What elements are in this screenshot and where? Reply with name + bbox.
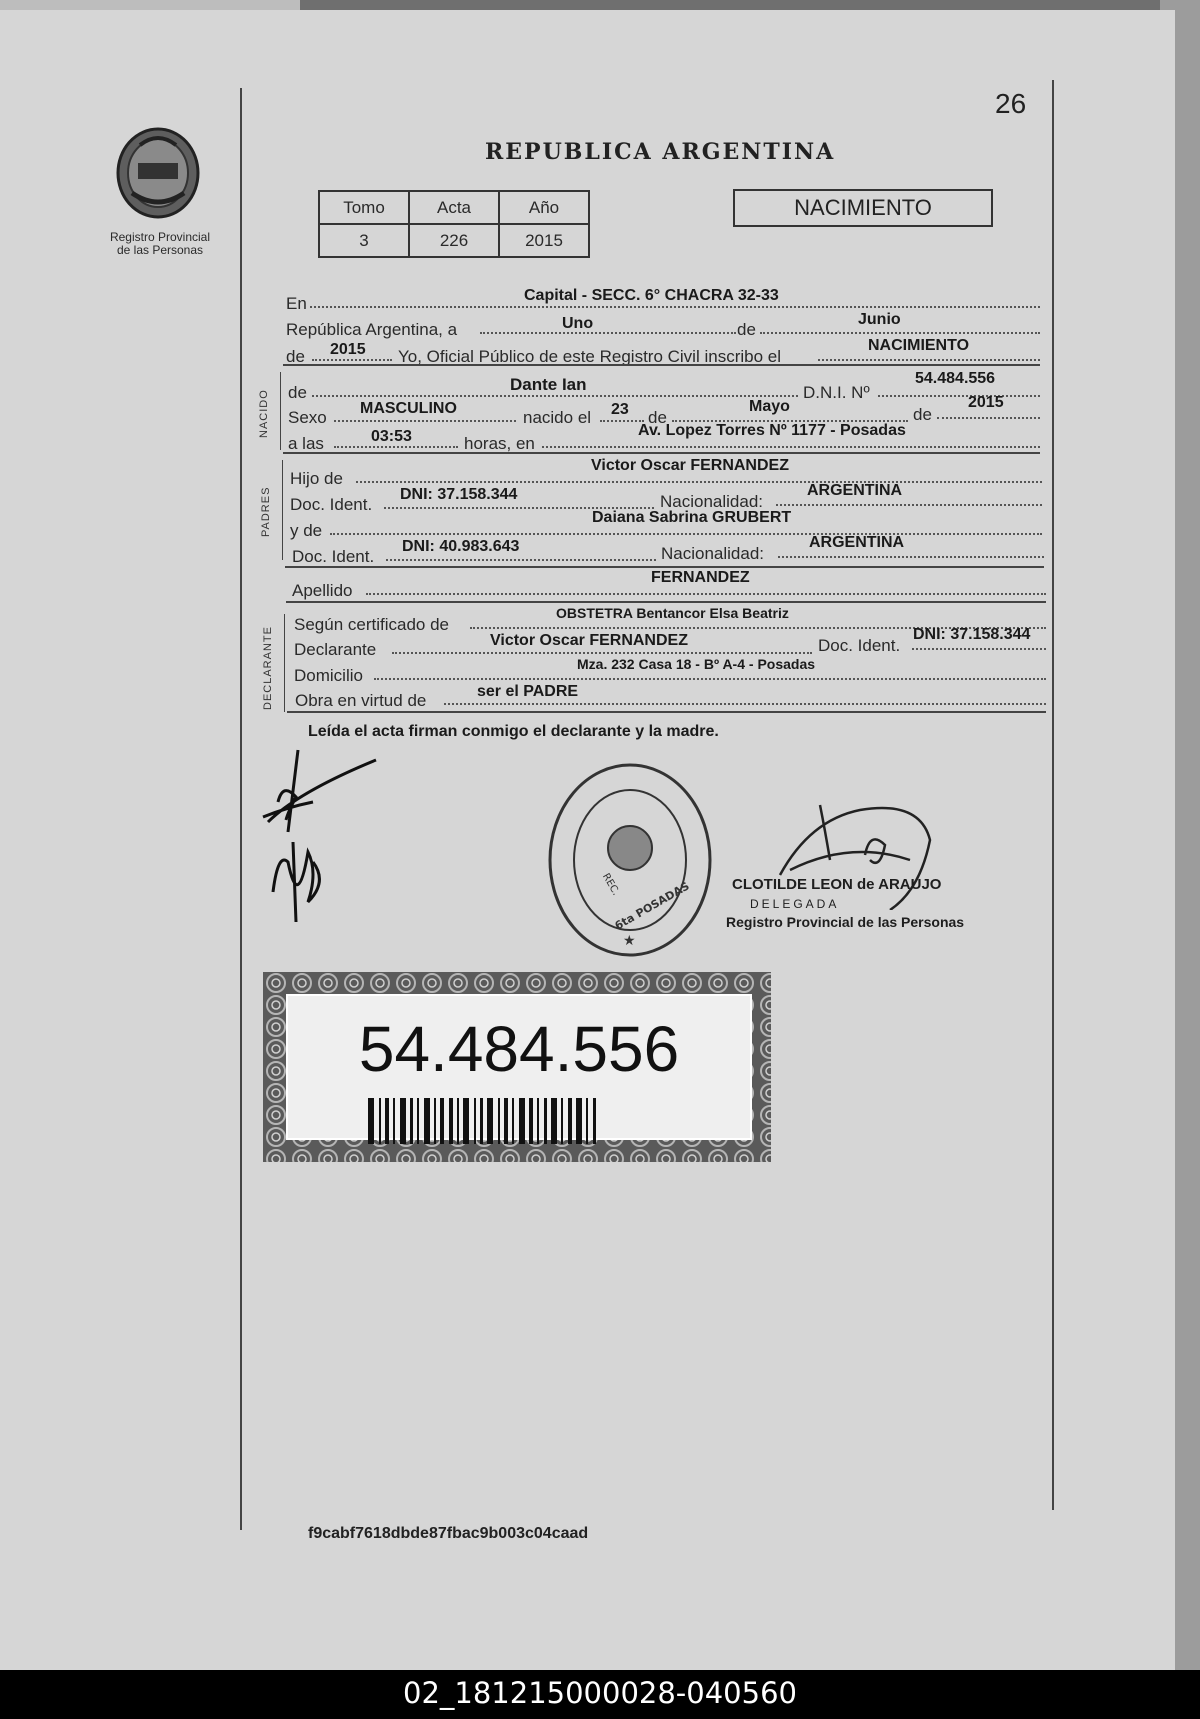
closing-statement: Leída el acta firman conmigo el declarante y la madre. — [308, 723, 719, 740]
domicilio-value: Mza. 232 Casa 18 - Bº A-4 - Posadas — [577, 656, 816, 672]
mother-doc-label: Doc. Ident. — [292, 547, 375, 566]
name-line — [312, 395, 798, 397]
en-label: En — [286, 294, 307, 313]
official-role: DELEGADA — [750, 897, 840, 911]
declarante-doc-line — [912, 648, 1046, 650]
official-signature — [770, 800, 940, 910]
left-margin-rule — [240, 88, 242, 1530]
barcode-bar — [463, 1098, 469, 1144]
father-nat-line — [776, 504, 1042, 506]
record-type-label: NACIMIENTO — [794, 195, 932, 220]
inscribo-text: Yo, Oficial Público de este Registro Civil inscribo el — [398, 347, 781, 366]
tomo-value: 3 — [319, 224, 409, 257]
barcode-bar — [480, 1098, 483, 1144]
barcode-bar — [529, 1098, 533, 1144]
mother-nat-line — [778, 556, 1044, 558]
barcode-bar — [568, 1098, 572, 1144]
stamp-inner-2: 6ta POSADAS — [612, 879, 692, 933]
section-divider-4 — [286, 601, 1046, 603]
mother-nationality: ARGENTINA — [809, 534, 905, 551]
barcode-bar — [487, 1098, 493, 1144]
year-line — [312, 359, 392, 361]
declarant-signature — [258, 742, 388, 932]
birth-day: 23 — [611, 401, 629, 418]
month-value: Junio — [858, 311, 901, 328]
acta-header: Acta — [409, 191, 499, 224]
child-dni: 54.484.556 — [915, 370, 996, 387]
mother-name: Daiana Sabrina GRUBERT — [592, 509, 792, 526]
declarante-section-label: DECLARANTE — [262, 626, 274, 710]
domicilio-line — [374, 678, 1046, 680]
padres-section-label: PADRES — [260, 486, 272, 537]
logo-caption — [95, 231, 225, 257]
barcode-bar — [368, 1098, 374, 1144]
father-doc-label: Doc. Ident. — [290, 495, 373, 514]
obra-line — [444, 703, 1046, 705]
father-line — [356, 481, 1042, 483]
barcode-bar — [576, 1098, 582, 1144]
declarante-value: Victor Oscar FERNANDEZ — [490, 632, 688, 649]
padres-bracket — [282, 460, 283, 560]
alas-label: a las — [288, 434, 324, 453]
right-margin-rule — [1052, 80, 1054, 1510]
nacido-section-label: NACIDO — [258, 389, 270, 438]
en-line — [310, 306, 1040, 308]
footer-filename: 02_181215000028-040560 — [403, 1676, 797, 1710]
y-de-label: y de — [290, 521, 323, 540]
document-title: REPUBLICA ARGENTINA — [485, 139, 836, 165]
barcode-bar — [400, 1098, 406, 1144]
barcode-bar — [551, 1098, 557, 1144]
year-value: 2015 — [330, 341, 366, 358]
de-label-1: de — [737, 320, 756, 339]
horas-label: horas, en — [464, 434, 535, 453]
barcode-bars — [368, 1098, 670, 1144]
nacido-el-label: nacido el — [523, 408, 592, 427]
hijo-de-label: Hijo de — [290, 469, 343, 488]
ano-value: 2015 — [499, 224, 589, 257]
father-nat-label: Nacionalidad: — [660, 492, 764, 511]
barcode-bar — [393, 1098, 395, 1144]
day-line — [480, 332, 736, 334]
nacido-de-label: de — [288, 383, 307, 402]
day-value: Uno — [562, 315, 594, 332]
barcode-bar — [457, 1098, 459, 1144]
obra-label: Obra en virtud de — [295, 691, 427, 710]
official-office: Registro Provincial de las Personas — [726, 914, 965, 930]
mother-nat-label: Nacionalidad: — [661, 544, 765, 563]
barcode-bar — [440, 1098, 444, 1144]
inscribo-line — [818, 359, 1040, 361]
sexo-label: Sexo — [288, 408, 327, 427]
barcode-bar — [561, 1098, 563, 1144]
barcode-bar — [504, 1098, 508, 1144]
time-line — [334, 446, 458, 448]
declarante-line — [392, 652, 812, 654]
svg-text:★: ★ — [623, 932, 636, 948]
declarante-doc-label: Doc. Ident. — [818, 636, 901, 655]
dni-label: D.N.I. Nº — [803, 383, 870, 402]
month-line — [760, 332, 1040, 334]
section-divider-2 — [283, 452, 1040, 454]
page-number: 26 — [995, 88, 1027, 119]
barcode-bar — [385, 1098, 389, 1144]
barcode-label — [263, 972, 771, 1162]
declarante-doc: DNI: 37.158.344 — [913, 626, 1031, 643]
en-value: Capital - SECC. 6° CHACRA 32-33 — [524, 287, 779, 304]
official-stamp — [545, 760, 715, 960]
section-divider-1 — [283, 364, 1040, 366]
barcode-number: 54.484.556 — [358, 1013, 680, 1085]
barcode-bar — [410, 1098, 413, 1144]
record-type-box — [733, 189, 993, 227]
logo-caption-line2: de las Personas — [116, 243, 204, 257]
mother-line — [330, 533, 1042, 535]
sexo-line — [334, 420, 516, 422]
segun-label: Según certificado de — [294, 615, 449, 634]
official-name: CLOTILDE LEON de ARAUJO — [732, 876, 942, 893]
father-name: Victor Oscar FERNANDEZ — [591, 457, 789, 474]
stamp-inner-1: REC. — [599, 871, 622, 898]
barcode-bar — [434, 1098, 436, 1144]
section-divider-5 — [287, 711, 1046, 713]
father-nationality: ARGENTINA — [807, 482, 903, 499]
barcode-panel — [286, 994, 752, 1140]
birth-year: 2015 — [968, 394, 1004, 411]
logo-caption-line1: Registro Provincial — [109, 230, 211, 244]
apellido-label: Apellido — [292, 581, 353, 600]
barcode-bar — [537, 1098, 539, 1144]
inscribo-value: NACIMIENTO — [868, 337, 970, 354]
nacido-de-label-3: de — [913, 405, 932, 424]
declarante-label: Declarante — [294, 640, 377, 659]
acta-value: 226 — [409, 224, 499, 257]
barcode-bar — [424, 1098, 430, 1144]
de-label-2: de — [286, 347, 305, 366]
barcode-bar — [498, 1098, 500, 1144]
dni-line — [878, 395, 1040, 397]
republica-label: República Argentina, a — [286, 320, 458, 339]
barcode-bar — [474, 1098, 476, 1144]
place-line — [542, 446, 1040, 448]
registry-table — [318, 190, 590, 258]
tomo-header: Tomo — [319, 191, 409, 224]
barcode-bar — [593, 1098, 596, 1144]
domicilio-label: Domicilio — [294, 666, 363, 685]
birth-time: 03:53 — [371, 428, 412, 445]
barcode-bar — [544, 1098, 547, 1144]
document-hash: f9cabf7618dbde87fbac9b003c04caad — [308, 1525, 589, 1542]
section-divider-3 — [285, 566, 1044, 568]
birth-place: Av. Lopez Torres Nº 1177 - Posadas — [638, 422, 906, 439]
province-emblem-logo — [110, 123, 206, 227]
apellido-line — [366, 593, 1046, 595]
nacido-bracket — [280, 372, 281, 450]
declarante-bracket — [284, 614, 285, 712]
birth-year-line — [937, 417, 1040, 419]
barcode-bar — [586, 1098, 588, 1144]
apellido-value: FERNANDEZ — [651, 569, 750, 586]
certificado-value: OBSTETRA Bentancor Elsa Beatriz — [556, 605, 789, 621]
birth-month: Mayo — [749, 398, 790, 415]
barcode-bar — [519, 1098, 525, 1144]
father-doc: DNI: 37.158.344 — [400, 486, 518, 503]
sexo-value: MASCULINO — [360, 400, 457, 417]
barcode-bar — [379, 1098, 381, 1144]
mother-doc-line — [386, 559, 656, 561]
mother-doc: DNI: 40.983.643 — [402, 538, 520, 555]
barcode-bar — [512, 1098, 514, 1144]
nacido-de-label-2: de — [648, 408, 667, 427]
barcode-bar — [449, 1098, 453, 1144]
barcode-bar — [417, 1098, 419, 1144]
child-name: Dante Ian — [510, 375, 587, 394]
obra-value: ser el PADRE — [477, 683, 579, 700]
ano-header: Año — [499, 191, 589, 224]
